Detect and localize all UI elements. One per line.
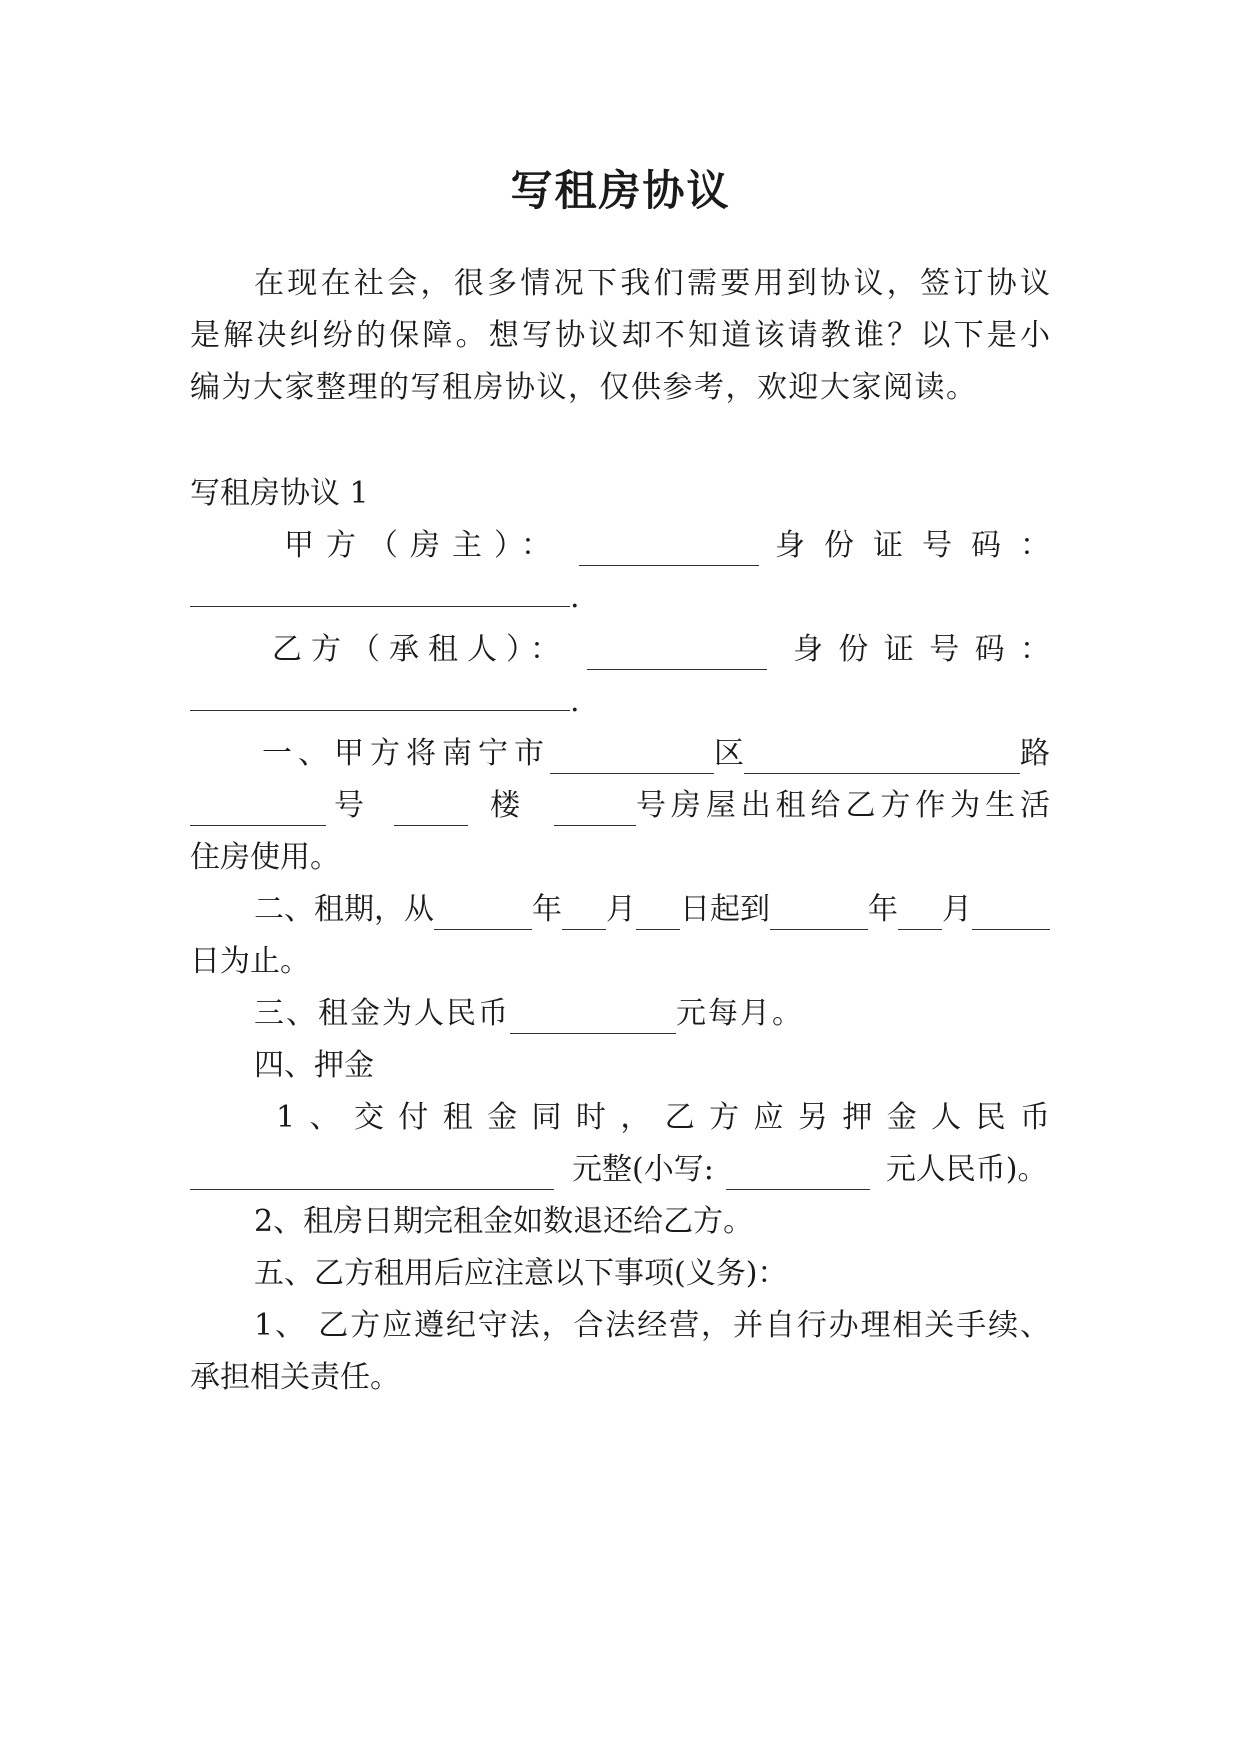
- clause2-prefix: 二、租期，从: [254, 892, 434, 927]
- clause1-prefix: 一、甲方将南宁市: [262, 736, 550, 771]
- intro-line-2: 是解决纠纷的保障。想写协议却不知道该请教谁？以下是小: [190, 318, 1050, 353]
- clause1-road-label: 路: [1020, 736, 1050, 771]
- clause2-start-year-blank[interactable]: [434, 905, 532, 930]
- clause1-number-blank[interactable]: [190, 801, 326, 826]
- document-title: 写租房协议: [510, 166, 731, 215]
- clause2-row-1: [190, 890, 1050, 930]
- clause2-end-year-blank[interactable]: [770, 905, 868, 930]
- party-a-row: [190, 526, 1050, 566]
- clause1-row-1: [190, 734, 1050, 774]
- party-a-id-period: .: [570, 580, 580, 615]
- clause2-end-day-blank[interactable]: [972, 905, 1050, 930]
- clause3-prefix: 三、租金为人民币: [254, 996, 510, 1031]
- party-a-id-label: 身份证号码：: [775, 528, 1050, 563]
- clause1-room-blank[interactable]: [554, 801, 636, 826]
- intro-line-3: 编为大家整理的写租房协议，仅供参考，欢迎大家阅读。: [190, 370, 978, 405]
- clause1-district-blank[interactable]: [550, 749, 714, 774]
- clause2-start-month-blank[interactable]: [562, 905, 606, 930]
- clause4-item2: 2、租房日期完租金如数退还给乙方。: [254, 1204, 754, 1239]
- clause2-day-from: 日起到: [680, 892, 770, 927]
- clause4-heading: 四、押金: [254, 1048, 374, 1083]
- clause4-deposit-figures-blank[interactable]: [726, 1165, 870, 1190]
- clause4-item1-line1: 1、交付租金同时，乙方应另押金人民币: [276, 1100, 1050, 1135]
- clause5-heading: 五、乙方租用后应注意以下事项(义务)：: [254, 1256, 788, 1291]
- clause2-month2-label: 月: [942, 892, 972, 927]
- clause1-building-blank[interactable]: [394, 801, 468, 826]
- party-a-id-blank[interactable]: [190, 582, 570, 607]
- intro-line-1: 在现在社会，很多情况下我们需要用到协议，签订协议: [254, 266, 1050, 301]
- section-heading: 写租房协议 1: [190, 476, 369, 511]
- clause2-year2-label: 年: [868, 892, 898, 927]
- clause2-end-month-blank[interactable]: [898, 905, 942, 930]
- party-b-id-row: [190, 682, 1050, 722]
- clause5-item1-line1: 1、 乙方应遵纪守法，合法经营，并自行办理相关手续、: [254, 1308, 1050, 1343]
- clause1-building-label: 楼: [490, 788, 520, 823]
- party-b-id-label: 身份证号码：: [793, 632, 1050, 667]
- clause2-start-day-blank[interactable]: [636, 905, 680, 930]
- clause1-room-rest: 号房屋出租给乙方作为生活: [636, 788, 1050, 823]
- clause4-item1-row2: [190, 1150, 1070, 1190]
- party-b-name-blank[interactable]: [587, 645, 767, 670]
- clause1-row-2: [190, 786, 1050, 826]
- party-a-name-blank[interactable]: [579, 541, 759, 566]
- clause2-tail: 日为止。: [190, 944, 310, 979]
- party-a-id-row: [190, 578, 1050, 618]
- clause2-year-label: 年: [532, 892, 562, 927]
- party-b-row: [190, 630, 1050, 670]
- clause4-rmb-label: 元人民币)。: [885, 1152, 1048, 1187]
- party-b-id-period: .: [570, 684, 580, 719]
- clause1-number-label: 号: [334, 788, 364, 823]
- clause1-tail: 住房使用。: [190, 840, 340, 875]
- clause2-month-label: 月: [606, 892, 636, 927]
- clause5-item1-line2: 承担相关责任。: [190, 1360, 400, 1395]
- party-a-label: 甲方（房主）：: [284, 528, 563, 563]
- clause3-rent-blank[interactable]: [510, 1009, 676, 1034]
- clause4-deposit-words-blank[interactable]: [190, 1165, 554, 1190]
- clause1-district-label: 区: [714, 736, 744, 771]
- party-b-id-blank[interactable]: [190, 686, 570, 711]
- clause4-yuan-label: 元整(小写:: [572, 1152, 714, 1187]
- clause3-row: [190, 994, 1050, 1034]
- clause3-suffix: 元每月。: [676, 996, 804, 1031]
- clause1-road-blank[interactable]: [744, 749, 1020, 774]
- party-b-label: 乙方（承租人）：: [272, 632, 569, 667]
